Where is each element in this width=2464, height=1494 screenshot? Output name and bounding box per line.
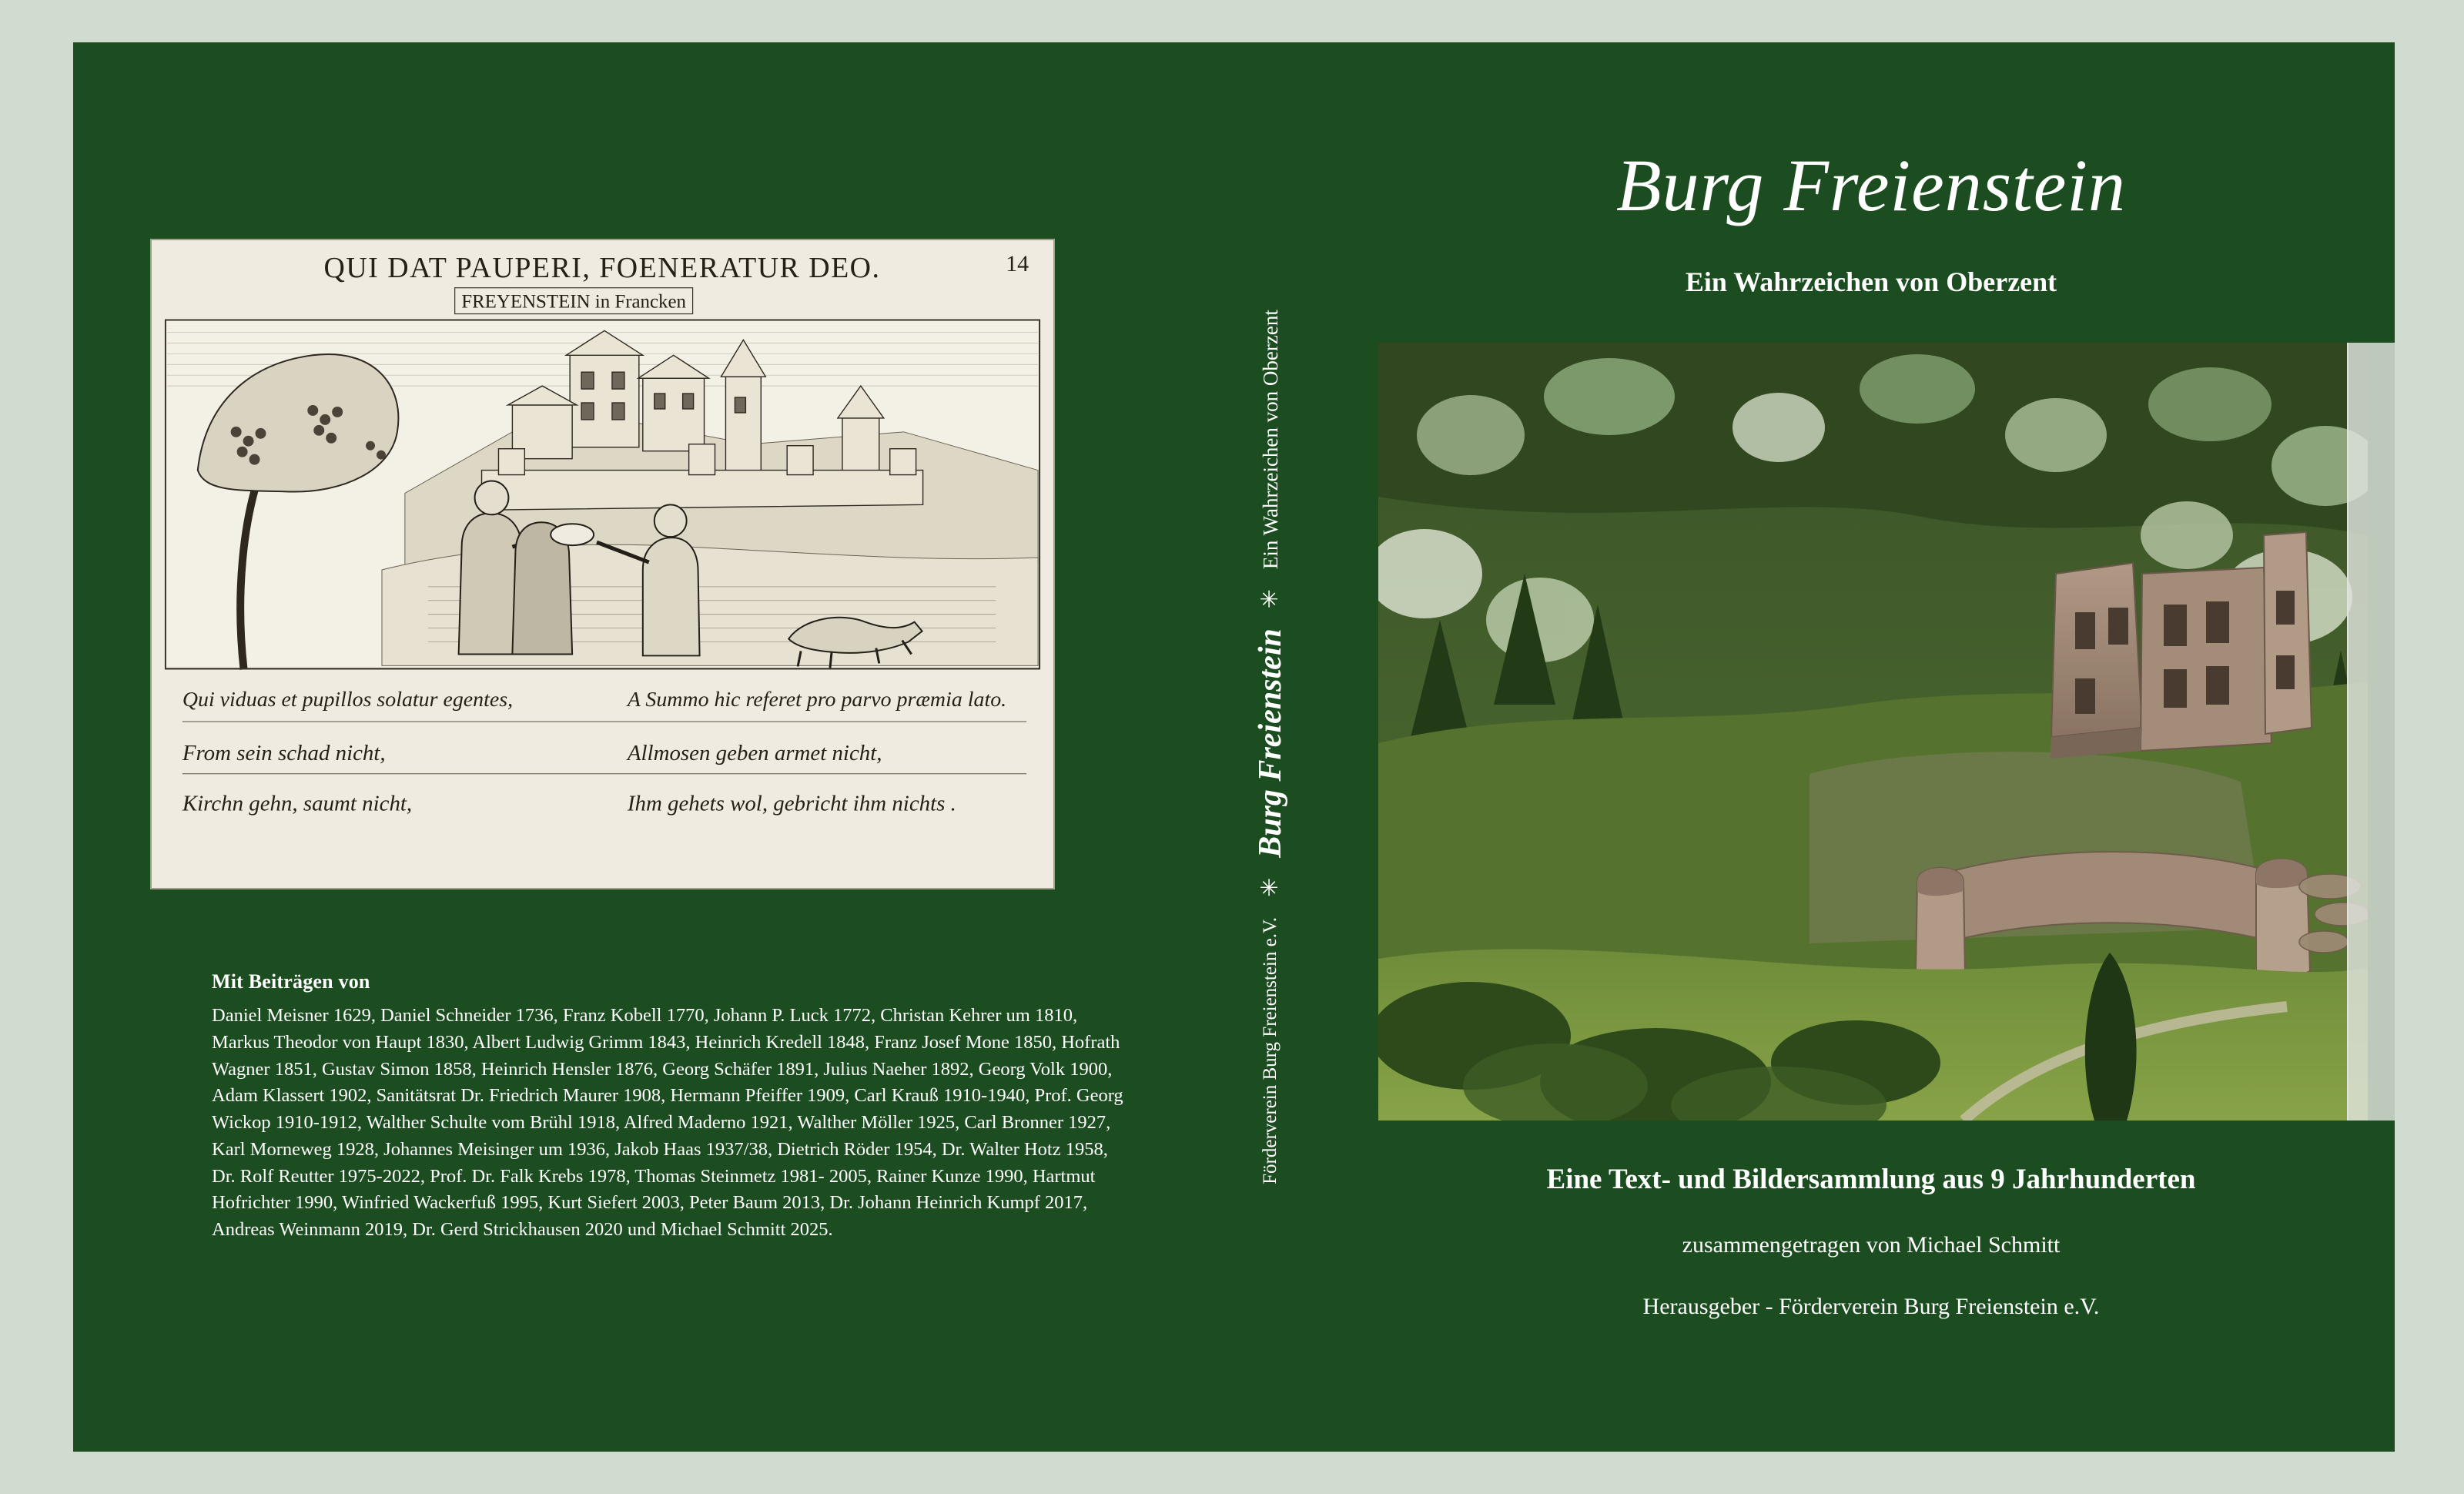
engraving-headline-text: QUI DAT PAUPERI, FOENERATUR DEO. — [323, 251, 881, 284]
back-cover-panel — [73, 42, 1174, 1452]
engraving-caption-german-1: From sein schad nicht, — [182, 740, 386, 765]
engraving-caption-german-3: Allmosen geben armet nicht, — [627, 740, 882, 765]
asterisk-icon: ✳ — [1257, 589, 1284, 609]
engraving-caption-german-2: Kirchn gehn, saumt nicht, — [182, 791, 413, 816]
book-cover — [73, 42, 2395, 1452]
engraving-place-label: FREYENSTEIN in Francken — [461, 291, 687, 313]
contributors-block — [212, 970, 1128, 1244]
front-cover-panel — [1348, 42, 2395, 1452]
historic-engraving-image — [150, 239, 1055, 889]
book-subtitle: Ein Wahrzeichen von Oberzent — [1685, 266, 2057, 297]
book-tagline: Eine Text- und Bildersammlung aus 9 Jahrhunderten — [1546, 1164, 2196, 1195]
book-title: Burg Freienstein — [1615, 144, 2127, 226]
asterisk-icon: ✳ — [1257, 877, 1284, 897]
engraving-caption-latin-left: Qui viduas et pupillos solatur egentes, — [182, 688, 514, 712]
engraving-artwork — [152, 240, 1053, 888]
contributors-text: Daniel Meisner 1629, Daniel Schneider 1736, Franz Kobell 1770, Johann P. Luck 1772, Christan Kehrer um 1810, Markus Theodor von Haupt 1830, Albert Ludwig Grimm 1843, Heinrich Kredell 1848, Franz Josef Mone 1850, Hofrath Wagner 1851, Gustav Simon 1858, Heinrich Hensler 1876, Georg Schäfer 1891, Julius Naeher 1892, Georg Volk 1900, Adam Klassert 1902, Sanitätsrat Dr. Friedrich Maurer 1908, Hermann Pfeiffer 1909, Carl Krauß 1910-1940, Prof. Georg Wickop 1910-1912, Walther Schulte vom Brühl 1918, Alfred Maderno 1921, Walther Möller 1925, Carl Bronner 1927, Karl Morneweg 1928, Johannes Meisinger um 1936, Jakob Haas 1937/38, Dietrich Röder 1954, Dr. Walter Hotz 1958, Dr. Rolf Reutter 1975-2022, Prof. Dr. Falk Krebs 1978, Thomas Steinmetz 1981- 2005, Rainer Kunze 1990, Hartmut Hofrichter 1990, Winfried Wackerfuß 1995, Kurt Siefert 2003, Peter Baum 2013, Dr. Johann Heinrich Kumpf 2017, Andreas Weinmann 2019, Dr. Gerd Strickhausen 2020 und Michael Schmitt 2025. — [212, 1005, 1123, 1241]
contributors-title: Mit Beiträgen von — [212, 970, 370, 993]
book-compiled-by: zusammengetragen von Michael Schmitt — [1682, 1232, 2061, 1258]
spine-title: Burg Freienstein — [1253, 628, 1289, 858]
engraving-caption-latin-right: A Summo hic referet pro parvo præmia lato. — [627, 688, 1007, 712]
engraving-caption-german-4: Ihm gehets wol, gebricht ihm nichts . — [627, 791, 956, 816]
spine-subtitle: Ein Wahrzeichen von Oberzent — [1258, 310, 1282, 570]
book-publisher: Herausgeber - Förderverein Burg Freienstein e.V. — [1642, 1294, 2100, 1319]
castle-photo-artwork — [1378, 343, 2368, 1120]
engraving-plate-number: 14 — [1006, 250, 1029, 276]
cover-flap-edge — [2347, 343, 2395, 1120]
spine-publisher: Förderverein Burg Freienstein e.V. — [1260, 916, 1281, 1184]
book-spine — [1194, 42, 1348, 1452]
castle-ruin-photo — [1378, 343, 2368, 1120]
